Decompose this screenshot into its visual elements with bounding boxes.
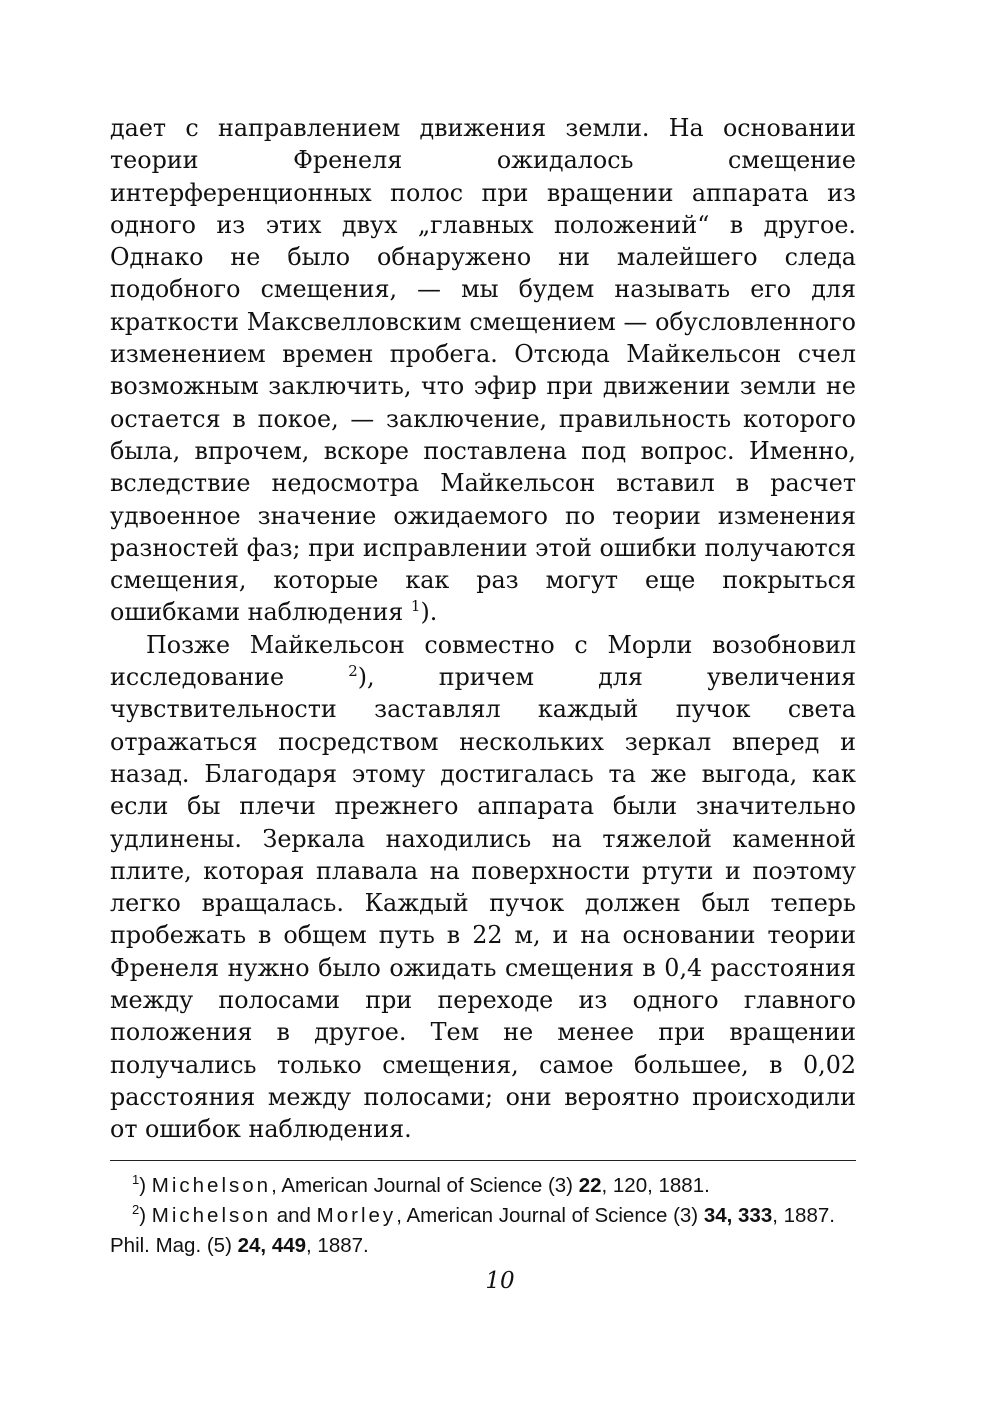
- footnote-2-marker: $^2$): [132, 1201, 147, 1227]
- page-content: [110, 112, 856, 1261]
- footnote-2-volume-2: 24: [237, 1233, 261, 1257]
- footnote-2-rest-2: , 1887.: [306, 1233, 369, 1257]
- footnote-2-journal: , American Journal of Science (3): [396, 1203, 704, 1227]
- footnote-2-volume: 34: [703, 1203, 727, 1227]
- paragraph-1-tail: ).: [420, 598, 438, 627]
- paragraph-2-text: Позже Майкельсон совместно с Морли возобновил исследование: [110, 630, 856, 692]
- paragraph-2-tail: ), причем для увеличения чувствительности заставлял каждый пучок света отражаться посредством нескольких зеркал вперед и назад. Благодаря этому достигалась та же выгода, как если бы плечи прежнего аппарата были значительно удлинены. Зеркала находились на тяжелой каменной плите, которая плавала на поверхности ртути и поэтому легко вращалась. Каждый пучок должен был теперь пробежать в общем путь в 22 м, и на основании теории Френеля нужно было ожидать смещения в 0,4 расстояния между полосами при переходе из одного главного положения в другое. Тем не менее при вращении получались только смещения, самое большее, в 0,02 расстояния между полосами; они вероятно происходили от ошибок наблюдения.: [110, 663, 856, 1144]
- footnote-2: [110, 1201, 856, 1261]
- footnote-2-author-2: Morley: [316, 1203, 397, 1227]
- paragraph-1-text: дает с направлением движения земли. На основании теории Френеля ожидалось смещение интерференционных полос при вращении аппарата из одного из этих двух „главных положений“ в другое. Однако не было обнаружено ни малейшего следа подобного смещения, — мы будем называть его для краткости Максвелловским смещением — обусловленного изменением времен пробега. Отсюда Майкельсон счел возможным заключить, что эфир при движении земли не остается в покое, — заключение, правильность которого была, впрочем, вскоре поставлена под вопрос. Именно, вследствие недосмотра Майкельсон вставил в расчет удвоенное значение ожидаемого по теории изменения разностей фаз; при исправлении этой ошибки получаются смещения, которые как раз могут еще покрыться ошибками наблюдения: [110, 114, 856, 627]
- footnote-2-author-1: Michelson: [151, 1203, 272, 1227]
- body-paragraph-1: [110, 112, 856, 629]
- footnote-2-rest: , 1887. Phil. Mag. (5): [110, 1203, 835, 1257]
- body-paragraph-2: [110, 629, 856, 1146]
- footnote-2-and: and: [271, 1203, 317, 1227]
- footnote-2-pages-2: , 449: [260, 1233, 307, 1257]
- footnote-2-pages: , 333: [726, 1203, 773, 1227]
- page-number: 10: [485, 1268, 515, 1294]
- footnote-1-rest: , 120, 1881.: [601, 1173, 710, 1197]
- footnote-ref-2[interactable]: 2: [348, 662, 358, 681]
- footnote-1-author: Michelson: [151, 1173, 272, 1197]
- footnote-1-marker: $^1$): [132, 1171, 147, 1197]
- footnote-1: [110, 1171, 856, 1201]
- footnote-divider: [110, 1160, 856, 1161]
- footnote-1-volume: 22: [578, 1173, 602, 1197]
- footnotes: [110, 1171, 856, 1261]
- footnote-1-journal: , American Journal of Science (3): [271, 1173, 579, 1197]
- footnote-ref-1[interactable]: 1: [410, 597, 421, 616]
